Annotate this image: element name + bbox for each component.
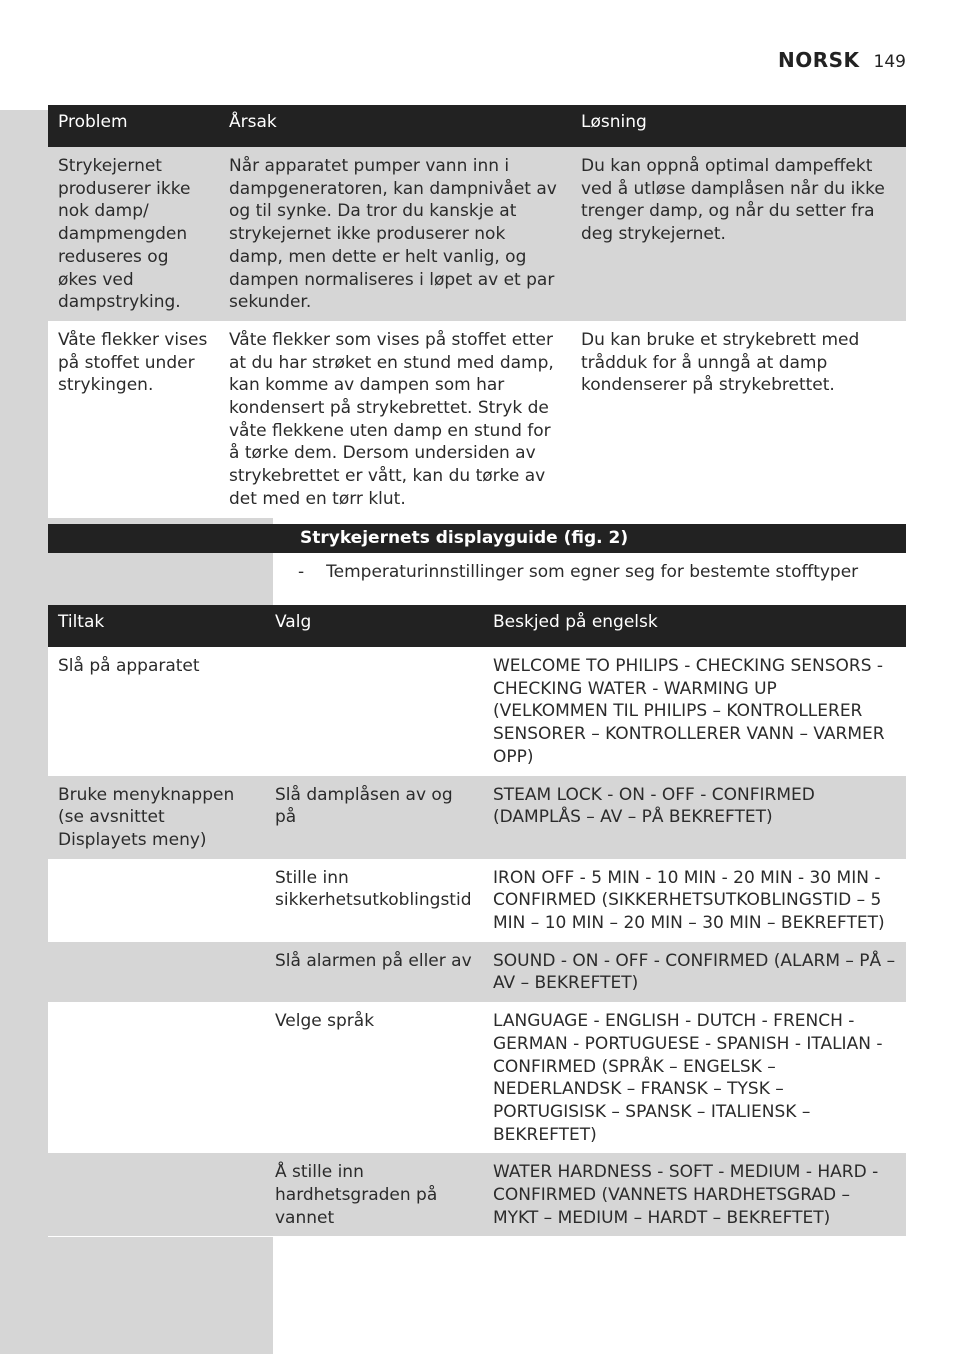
message-cell: WATER HARDNESS - SOFT - MEDIUM - HARD - CONFIRMED (VANNETS HARDHETSGRAD – MYKT – MEDIUM – HARDT – BEKREFTET) xyxy=(483,1153,906,1236)
troubleshooting-table xyxy=(48,105,906,518)
message-cell: STEAM LOCK - ON - OFF - CONFIRMED (DAMPLÅS – AV – PÅ BEKREFTET) xyxy=(483,776,906,859)
column-header: Tiltak xyxy=(48,605,265,647)
table-header-row xyxy=(48,105,906,147)
choice-cell: Stille inn sikkerhetsutkoblingstid xyxy=(265,859,483,942)
section-title: Strykejernets displayguide (fig. 2) xyxy=(300,528,629,548)
choice-cell: Å stille inn hardhetsgraden på vannet xyxy=(265,1153,483,1236)
display-guide-table xyxy=(48,605,906,1236)
table-row xyxy=(48,776,906,859)
table-row xyxy=(48,859,906,942)
message-cell: LANGUAGE - ENGLISH - DUTCH - FRENCH - GERMAN - PORTUGUESE - SPANISH - ITALIAN - CONFIRMED (SPRÅK – ENGELSK – NEDERLANDSK – FRANSK – TYSK – PORTUGISISK – SPANSK – ITALIENSK – BEKREFTET) xyxy=(483,1002,906,1153)
problem-cell: Strykejernet produserer ikke nok damp/ dampmengden reduseres og økes ved dampstryking. xyxy=(48,147,219,321)
problem-cell: Våte flekker vises på stoffet under strykingen. xyxy=(48,321,219,518)
bullet-item xyxy=(298,562,858,582)
table-row xyxy=(48,942,906,1002)
column-header: Problem xyxy=(48,105,219,147)
column-header: Årsak xyxy=(219,105,571,147)
action-cell: Slå på apparatet xyxy=(48,647,265,776)
solution-cell: Du kan bruke et strykebrett med trådduk for å unngå at damp kondenserer på strykebrettet. xyxy=(571,321,906,518)
choice-cell xyxy=(265,647,483,776)
table-row xyxy=(48,147,906,321)
page-number: 149 xyxy=(873,52,906,72)
lower-margin-strip xyxy=(0,1237,273,1354)
language-label: NORSK xyxy=(778,48,860,72)
bullet-text: Temperaturinnstillinger som egner seg for bestemte stofftyper xyxy=(326,562,859,582)
action-cell xyxy=(48,859,265,942)
page-header xyxy=(778,48,906,72)
table-row xyxy=(48,1153,906,1236)
left-margin-strip xyxy=(0,110,48,1354)
cause-cell: Når apparatet pumper vann inn i dampgeneratoren, kan dampnivået av og til synke. Da tror du kanskje at strykejernet ikke produserer nok damp, men dette er helt vanlig, og dampen normaliseres i løpet av et par sekunder. xyxy=(219,147,571,321)
table-header-row xyxy=(48,605,906,647)
cause-cell: Våte flekker som vises på stoffet etter at du har strøket en stund med damp, kan komme av dampen som har kondensert på strykebrettet. Stryk de våte flekkene uten damp en stund for å tørke dem. Dersom undersiden av strykebrettet er vått, kan du tørke av det med en tørr klut. xyxy=(219,321,571,518)
action-cell xyxy=(48,1153,265,1236)
column-header: Valg xyxy=(265,605,483,647)
column-header: Beskjed på engelsk xyxy=(483,605,906,647)
choice-cell: Slå alarmen på eller av xyxy=(265,942,483,1002)
solution-cell: Du kan oppnå optimal dampeffekt ved å utløse damplåsen når du ikke trenger damp, og når du setter fra deg strykejernet. xyxy=(571,147,906,321)
action-cell xyxy=(48,942,265,1002)
choice-cell: Slå damplåsen av og på xyxy=(265,776,483,859)
message-cell: SOUND - ON - OFF - CONFIRMED (ALARM – PÅ – AV – BEKREFTET) xyxy=(483,942,906,1002)
action-cell: Bruke menyknappen (se avsnittet Displayets meny) xyxy=(48,776,265,859)
section-heading-bar xyxy=(48,524,906,553)
choice-cell: Velge språk xyxy=(265,1002,483,1153)
table-row xyxy=(48,647,906,776)
bullet-marker: - xyxy=(298,562,305,582)
table-row xyxy=(48,321,906,518)
action-cell xyxy=(48,1002,265,1153)
margin-gap-block xyxy=(48,553,273,605)
message-cell: IRON OFF - 5 MIN - 10 MIN - 20 MIN - 30 MIN - CONFIRMED (SIKKERHETSUTKOBLINGSTID – 5 MIN – 10 MIN – 20 MIN – 30 MIN – BEKREFTET) xyxy=(483,859,906,942)
table-row xyxy=(48,1002,906,1153)
column-header: Løsning xyxy=(571,105,906,147)
message-cell: WELCOME TO PHILIPS - CHECKING SENSORS - CHECKING WATER - WARMING UP (VELKOMMEN TIL PHILIPS – KONTROLLERER SENSORER – KONTROLLERER VANN – VARMER OPP) xyxy=(483,647,906,776)
